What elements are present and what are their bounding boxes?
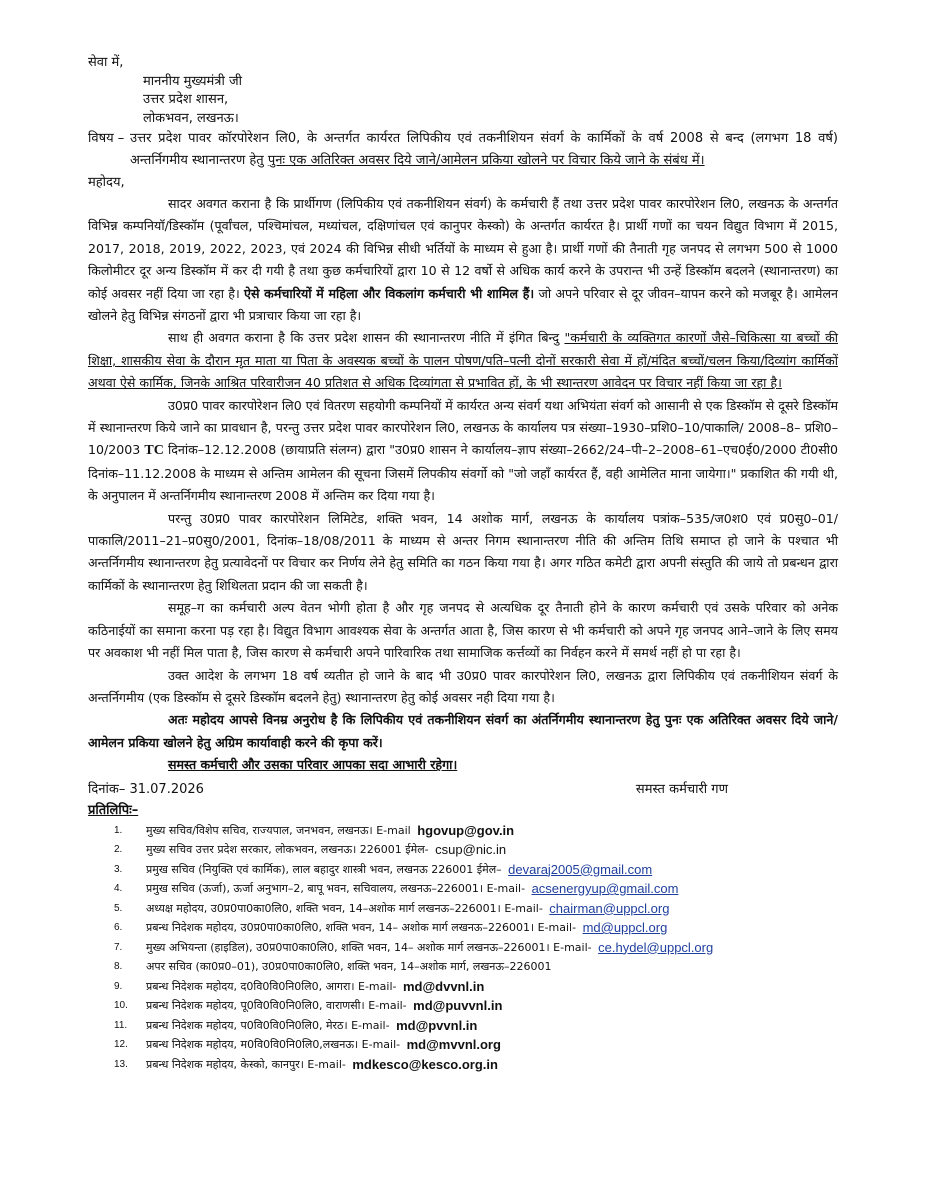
paragraph-5 xyxy=(88,597,838,664)
cc-item-email: hgovup@gov.in xyxy=(417,822,515,838)
cc-item-number: 5. xyxy=(114,902,123,914)
paragraph-7 xyxy=(88,709,838,754)
cc-item xyxy=(88,977,838,997)
cc-item-email[interactable]: ce.hydel@uppcl.org xyxy=(598,939,714,955)
greeting: महोदय, xyxy=(88,175,125,191)
cc-item-text: अध्यक्ष महोदय, उ0प्र0पा0का0लि0, शक्ति भवन, 14–अशोक मार्ग लखनऊ–226001। E-mail- xyxy=(146,901,547,915)
paragraph-8 xyxy=(88,754,838,776)
paragraph-6-text: उक्त आदेश के लगभग 18 वर्ष व्यतीत हो जाने के बाद भी उ0प्र0 पावर कारपोरेशन लि0, लखनऊ द्वारा लिपिकीय एवं तकनीशियन संवर्ग के अन्तर्निगमीय (एक डिस्कॉम से दूसरे डिस्कॉम बदलने हेतु) स्थानान्तरण हेतु कोई अवसर नही दिया गया है। xyxy=(88,667,838,705)
paragraph-1-bold: ऐसे कर्मचारियों में महिला और विकलांग कर्मचारी भी शामिल हैं। xyxy=(244,285,535,301)
cc-item-email: csup@nic.in xyxy=(435,842,507,858)
subject-label: विषय – xyxy=(88,131,125,147)
cc-item-number: 11. xyxy=(114,1019,128,1031)
paragraph-2-text: साथ ही अवगत कराना है कि उत्तर प्रदेश शासन की स्थानान्तरण नीति में इंगित बिन्दु xyxy=(168,330,565,346)
cc-item xyxy=(88,938,838,958)
paragraph-1 xyxy=(88,193,838,327)
cc-item-number: 1. xyxy=(114,824,123,836)
signatory: समस्त कर्मचारी गण xyxy=(635,781,728,797)
cc-item-text: प्रबन्ध निदेशक महोदय, पू0वि0वि0नि0लि0, वाराणसी। E-mail- xyxy=(146,999,411,1013)
cc-list xyxy=(88,821,838,1075)
cc-item-text: मुख्य अभियन्ता (हाइडिल), उ0प्र0पा0का0लि0, शक्ति भवन, 14– अशोक मार्ग लखनऊ–226001। E-mail- xyxy=(146,940,596,954)
cc-item-text: प्रबन्ध निदेशक महोदय, म0वि0वि0नि0लि0,लखनऊ। E-mail- xyxy=(146,1038,404,1052)
cc-item xyxy=(88,821,838,841)
letter-page xyxy=(88,54,838,1074)
date-value: 31.07.2026 xyxy=(129,781,204,797)
cc-item-text: प्रमुख सचिव (ऊर्जा), ऊर्जा अनुभाग–2, बापू भवन, सचिवालय, लखनऊ–226001। E-mail- xyxy=(146,882,529,896)
cc-item xyxy=(88,860,838,880)
cc-item-email[interactable]: md@uppcl.org xyxy=(582,920,668,936)
paragraph-8-text: समस्त कर्मचारी और उसका परिवार आपका सदा आभारी रहेगा। xyxy=(168,757,458,773)
cc-item-number: 9. xyxy=(114,980,123,992)
cc-item-text: प्रबन्ध निदेशक महोदय, द0वि0वि0नि0लि0, आगरा। E-mail- xyxy=(146,979,400,993)
subject-text-part-1: उत्तर प्रदेश पावर कॉरपोरेशन लि0, के अन्तर्गत कार्यरत लिपिकीय एवं तकनीशियन संवर्ग के कार्मिकों के वर्ष 2008 से बन्द (लगभग 18 वर्ष) अन्तर्निगमीय स्थानान्तरण हेतु xyxy=(130,131,838,169)
cc-item-text: प्रबन्ध निदेशक महोदय, केस्को, कानपुर। E-mail- xyxy=(146,1057,350,1071)
cc-item-number: 6. xyxy=(114,922,123,934)
cc-item-number: 3. xyxy=(114,863,123,875)
addressee-line-2: उत्तर प्रदेश शासन, xyxy=(143,92,229,108)
cc-item-email[interactable]: acsenergyup@gmail.com xyxy=(531,881,679,897)
cc-item-number: 10. xyxy=(114,1000,128,1012)
addressee-line-1: माननीय मुख्यमंत्री जी xyxy=(143,73,242,89)
paragraph-3-text: उ0प्र0 पावर कारपोरेशन लि0 एवं वितरण सहयोगी कम्पनियों में कार्यरत अन्य संवर्ग यथा अभियंता संवर्ग को आसानी से एक डिस्कॉम से दूसरे डिस्कॉम में स्थानान्तरण किये जाने का प्रावधान है, परन्तु उत्तर प्रदेश पावर कारपोरेशन लि0, लखनऊ के कार्यालय पत्र संख्या–1930–प्रशि0–10/पाकालि/ 2008–8– प्रशि0– 10/2003 xyxy=(88,397,838,458)
salutation-to: सेवा में, xyxy=(88,55,124,70)
date-signature-row xyxy=(88,779,838,801)
cc-item xyxy=(88,1016,838,1036)
cc-item-text: मुख्य सचिव/विशेप सचिव, राज्यपाल, जनभवन, लखनऊ। E-mail xyxy=(146,823,415,837)
paragraph-2 xyxy=(88,327,838,394)
cc-item-email[interactable]: chairman@uppcl.org xyxy=(549,900,670,916)
cc-item-email: md@pvvnl.in xyxy=(396,1017,478,1033)
cc-item-number: 7. xyxy=(114,941,123,953)
cc-item xyxy=(88,996,838,1016)
cc-item-text: प्रबन्ध निदेशक महोदय, प0वि0वि0नि0लि0, मेरठ। E-mail- xyxy=(146,1018,394,1032)
cc-item xyxy=(88,957,838,977)
cc-item-email: md@dvvnl.in xyxy=(402,978,485,994)
cc-item xyxy=(88,918,838,938)
subject-text xyxy=(130,128,838,172)
cc-item-email: md@mvvnl.org xyxy=(406,1037,501,1053)
cc-item-number: 13. xyxy=(114,1058,128,1070)
cc-item-email[interactable]: devaraj2005@gmail.com xyxy=(508,861,653,877)
date-label: दिनांक– xyxy=(88,781,126,797)
cc-item-email: md@puvvnl.in xyxy=(413,998,503,1014)
cc-item-email: mdkesco@kesco.org.in xyxy=(352,1056,498,1072)
cc-item-number: 4. xyxy=(114,883,123,895)
paragraph-3 xyxy=(88,395,838,508)
cc-item-text: मुख्य सचिव उत्तर प्रदेश सरकार, लोकभवन, लखनऊ। 226001 ईमेल- xyxy=(146,843,433,857)
cc-item-number: 2. xyxy=(114,844,123,856)
subject-block xyxy=(88,128,838,172)
cc-item xyxy=(88,879,838,899)
paragraph-4 xyxy=(88,508,838,598)
cc-item xyxy=(88,840,838,860)
cc-item-text: अपर सचिव (का0प्र0–01), उ0प्र0पा0का0लि0, शक्ति भवन, 14–अशोक मार्ग, लखनऊ–226001 xyxy=(146,960,552,974)
paragraph-5-text: समूह–ग का कर्मचारी अल्प वेतन भोगी होता है और गृह जनपद से अत्यधिक दूर तैनाती होने के कारण कर्मचारी एवं उसके परिवार को अनेक कठिनाईयों का समाना करना पड़ रहा है। विद्युत विभाग आवश्यक सेवा के अन्तर्गत आता है, जिस कारण से भी कर्मचारी को अपने गृह जनपद आने–जाने के लिए समय पर अवकाश भी नहीं मिल पाता है, जिस कारण से कर्मचारी अपने पारिवारिक तथा सामाजिक कर्त्तव्यों का निर्वहन करने में समर्थ नहीं हो पा रहा है। xyxy=(88,600,838,661)
date-block xyxy=(88,779,204,801)
cc-item xyxy=(88,1035,838,1055)
cc-item-text: प्रबन्ध निदेशक महोदय, उ0प्र0पा0का0लि0, शक्ति भवन, 14– अशोक मार्ग लखनऊ–226001। E-mail- xyxy=(146,921,580,935)
paragraph-1-end: जो अपने परिवार से दूर जीवन–यापन करने को मजबूर है। आमेलन खोलने हेतु विभिन्न संगठनों द्वारा भी प्रत्राचार किया जा रहा है। xyxy=(88,285,838,323)
cc-item xyxy=(88,899,838,919)
cc-item-number: 12. xyxy=(114,1039,128,1051)
addressee-line-3: लोकभवन, लखनऊ। xyxy=(143,110,239,126)
paragraph-6 xyxy=(88,665,838,710)
paragraph-3-tc: TC xyxy=(144,443,164,459)
subject-text-part-2: पुनः एक अतिरिक्त अवसर दिये जाने/आमेलन प्रकिया खोलने पर विचार किये जाने के संबंध में। xyxy=(267,153,705,169)
cc-item xyxy=(88,1055,838,1075)
paragraph-7-text: अतः महोदय आपसे विनम्र अनुरोध है कि लिपिकीय एवं तकनीशियन संवर्ग का अंतर्निगमीय स्थानान्तरण हेतु पुनः एक अतिरिक्त अवसर दिये जाने/आमेलन प्रकिया खोलने हेतु अग्रिम कार्यावाही करने की कृपा करें। xyxy=(88,712,838,750)
cc-heading: प्रतिलिपिः– xyxy=(88,802,139,818)
cc-item-text: प्रमुख सचिव (नियुक्ति एवं कार्मिक), लाल बहादुर शास्त्री भवन, लखनऊ 226001 ईमेल– xyxy=(146,862,506,876)
paragraph-3-end: दिनांक–12.12.2008 (छायाप्रति संलग्न) द्वारा "उ0प्र0 शासन ने कार्यालय–ज्ञाप संख्या–2662/24–पी–2–2008–61–एच0ई0/2000 टी0सी0 दिनांक–11.12.2008 के माध्यम से अन्तिम आमेलन की सूचना जिसमें लिपकीय संवर्गो को "जो जहॉं कार्यरत हैं, वही आमेलित माना जायेगा।" प्रकाशित की गयी थी, के अनुपालन में अन्तर्निगमीय स्थानान्तरण 2008 में अन्तिम कर दिया गया है। xyxy=(88,442,838,504)
paragraph-1-text: सादर अवगत कराना है कि प्रार्थीगण (लिपिकीय एवं तकनीशियन संवर्ग) के कर्मचारी हैं तथा उत्तर प्रदेश पावर कारपोरेशन लि0, लखनऊ के अन्तर्गत विभिन्न कम्पनियॉ/डिस्कॉम (पूर्वांचल, पश्चिमांचल, मध्यांचल, दक्षिणांचल एवं कानुपर केस्को) के अन्तर्गत कार्यरत है। प्रार्थी गणों का चयन विद्युत विभाग में 2015, 2017, 2018, 2019, 2022, 2023, एवं 2024 की विभिन्न सीधी भर्तियों के माध्यम से हुआ है। प्रार्थी गणों की तैनाती गृह जनपद से लगभग 500 से 1000 किलोमीटर दूर अन्य डिस्कॉम में कर दी गयी है तथा कुछ कर्मचारियों द्वारा 10 से 12 वर्षो से अधिक कार्य करने के उपरान्त भी उन्हें डिस्कॉम बदलने (स्थानान्तरण) का कोई अवसर नहीं दिया जा रहा है। xyxy=(88,195,838,301)
cc-item-number: 8. xyxy=(114,961,123,973)
paragraph-2-underlined: "कर्मचारी के व्यक्तिगत कारणों जैसे–चिकित्सा या बच्चों की शिक्षा, शासकीय सेवा के दौरान मृत माता या पिता के अवस्यक बच्चों के पालन पोषण/पति–पत्नी दोनों सरकारी सेवा में हों/मंदित बच्चों/चलन किया/दिव्यांग कार्मिकों अथवा ऐसे कार्मिक, जिनके आश्रित परिवारीजन 40 प्रतिशत से अधिक दिव्यांगता से प्रभावित हों, के भी स्थान्तरण आवेदन पर विचार नहीं किया जा रहा है। xyxy=(88,330,838,391)
paragraph-4-text: परन्तु उ0प्र0 पावर कारपोरेशन लिमिटेड, शक्ति भवन, 14 अशोक मार्ग, लखनऊ के कार्यालय पत्रांक–535/ज0श0 एवं प्र0सु0–01/पाकालि/2011–21–प्र0सु0/2001, दिनांक–18/08/2011 के माध्यम से अन्तर निगम स्थानान्तरण नीति की अन्तिम तिथि समाप्त हो जाने के पश्चात भी अन्तर्निगमीय स्थानान्तरण हेतु प्रत्यावेदनों पर विचार कर निर्णय लेने हेतु समिति का गठन किया गया है। अगर गठित कमेटी द्वारा अपनी संस्तुति की जाये तो प्रबन्धन द्वारा कार्मिकों के स्थानान्तरण हेतु शिथिलता प्रदान की जा सकती है। xyxy=(88,510,838,593)
